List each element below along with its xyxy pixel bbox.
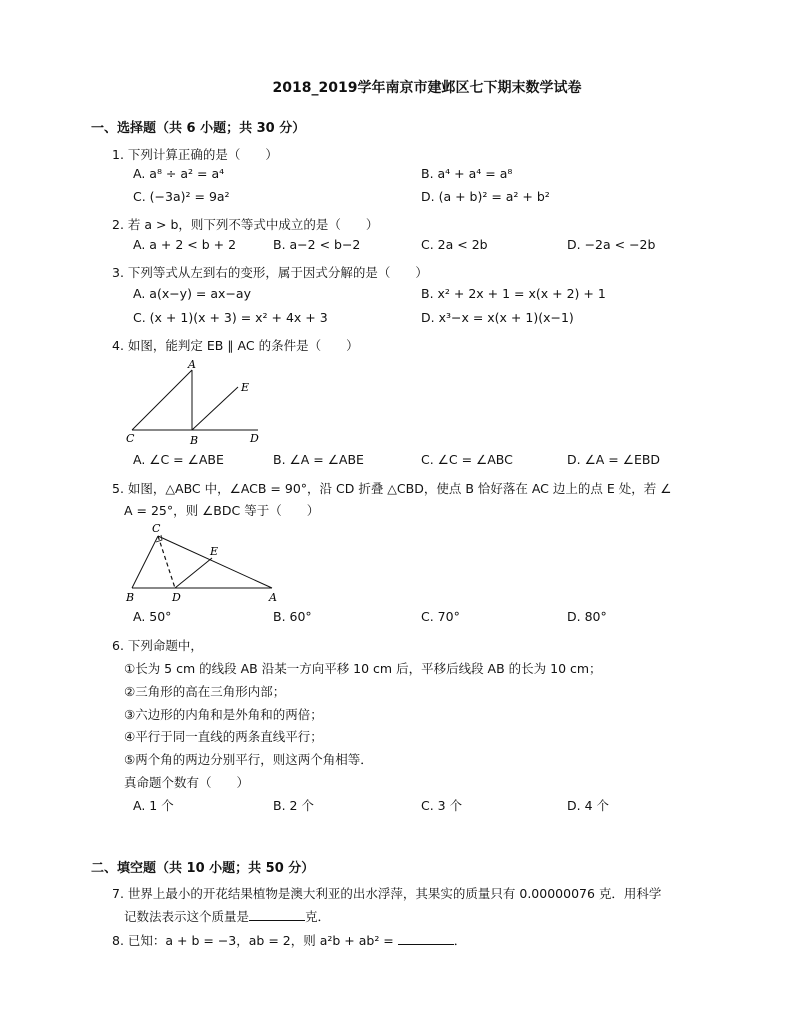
figure-q4 [120, 356, 270, 446]
q5-option-d: D. 80° [567, 609, 607, 624]
label-c: C [152, 522, 161, 535]
q6-statement-3: ③六边形的内角和是外角和的两倍； [124, 707, 323, 722]
segment-de [175, 558, 212, 588]
section-choice-heading: 一、选择题（共 6 小题；共 30 分） [91, 121, 306, 136]
q2-option-b: B. a−2 < b−2 [273, 237, 361, 252]
q1-option-c: C. (−3a)² = 9a² [133, 189, 230, 204]
q7-answer-blank[interactable] [249, 910, 305, 921]
q6-statement-1: ①长为 5 cm 的线段 AB 沿某一方向平移 10 cm 后，平移后线段 AB 的长为 10 cm； [124, 661, 602, 676]
question-5-stem: 5. 如图，△ABC 中，∠ACB = 90°，沿 CD 折叠 △CBD，使点 B 恰好落在 AC 边上的点 E 处，若 ∠ [112, 481, 672, 496]
question-2-stem: 2. 若 a > b，则下列不等式中成立的是（ ） [112, 217, 379, 232]
q5-option-c: C. 70° [421, 609, 460, 624]
line-ca [132, 370, 192, 430]
q8-text: 8. 已知：a + b = −3，ab = 2，则 a²b + ab² = [112, 933, 394, 948]
q2-option-a: A. a + 2 < b + 2 [133, 237, 237, 252]
q4-option-c: C. ∠C = ∠ABC [421, 452, 513, 467]
label-b: B [190, 434, 199, 446]
question-5-stem-cont: A = 25°，则 ∠BDC 等于（ ） [124, 503, 320, 518]
q1-option-d: D. (a + b)² = a² + b² [421, 189, 550, 204]
segment-ca [158, 536, 272, 588]
q4-option-d: D. ∠A = ∠EBD [567, 452, 661, 467]
q6-prompt: 真命题个数有（ ） [124, 775, 250, 790]
q4-option-b: B. ∠A = ∠ABE [273, 452, 364, 467]
question-1-stem: 1. 下列计算正确的是（ ） [112, 147, 278, 162]
q3-option-a: A. a(x−y) = ax−ay [133, 286, 251, 301]
q6-statement-4: ④平行于同一直线的两条直线平行； [124, 729, 323, 744]
q6-option-d: D. 4 个 [567, 798, 609, 813]
label-d: D [250, 432, 259, 445]
line-be [192, 387, 238, 430]
question-7-line2 [124, 907, 330, 925]
question-4-stem: 4. 如图，能判定 EB ∥ AC 的条件是（ ） [112, 338, 359, 353]
q6-option-a: A. 1 个 [133, 798, 174, 813]
label-d: D [172, 591, 181, 604]
q7-text-after: 克． [305, 909, 331, 924]
question-7-line1: 7. 世界上最小的开花结果植物是澳大利亚的出水浮萍，其果实的质量只有 0.00000076 克．用科学 [112, 886, 662, 901]
segment-cd-fold [158, 536, 175, 588]
label-a: A [188, 358, 196, 371]
q7-text-before: 记数法表示这个质量是 [124, 909, 250, 924]
question-8 [112, 931, 466, 949]
q6-statement-2: ②三角形的高在三角形内部； [124, 684, 286, 699]
q2-option-d: D. −2a < −2b [567, 237, 656, 252]
q6-option-b: B. 2 个 [273, 798, 314, 813]
q2-option-c: C. 2a < 2b [421, 237, 488, 252]
q1-option-b: B. a⁴ + a⁴ = a⁸ [421, 166, 513, 181]
q4-option-a: A. ∠C = ∠ABE [133, 452, 224, 467]
q1-option-a: A. a⁸ ÷ a² = a⁴ [133, 166, 225, 181]
q3-option-b: B. x² + 2x + 1 = x(x + 2) + 1 [421, 286, 606, 301]
figure-q5 [120, 520, 285, 605]
label-c: C [126, 432, 135, 445]
q6-option-c: C. 3 个 [421, 798, 463, 813]
q8-answer-blank[interactable] [398, 934, 454, 945]
page-title: 2018_2019学年南京市建邺区七下期末数学试卷 [272, 80, 582, 96]
q3-option-d: D. x³−x = x(x + 1)(x−1) [421, 310, 574, 325]
q3-option-c: C. (x + 1)(x + 3) = x² + 4x + 3 [133, 310, 328, 325]
label-b: B [126, 591, 135, 604]
label-a: A [269, 591, 277, 604]
q5-option-b: B. 60° [273, 609, 312, 624]
q6-statement-5: ⑤两个角的两边分别平行，则这两个角相等． [124, 752, 373, 767]
segment-bc [132, 536, 158, 588]
label-e: E [241, 381, 250, 394]
section-fill-heading: 二、填空题（共 10 小题；共 50 分） [91, 861, 315, 876]
question-6-stem: 6. 下列命题中， [112, 638, 203, 653]
label-e: E [210, 545, 219, 558]
question-3-stem: 3. 下列等式从左到右的变形，属于因式分解的是（ ） [112, 265, 428, 280]
q5-option-a: A. 50° [133, 609, 172, 624]
q8-text-after: ． [453, 933, 467, 948]
